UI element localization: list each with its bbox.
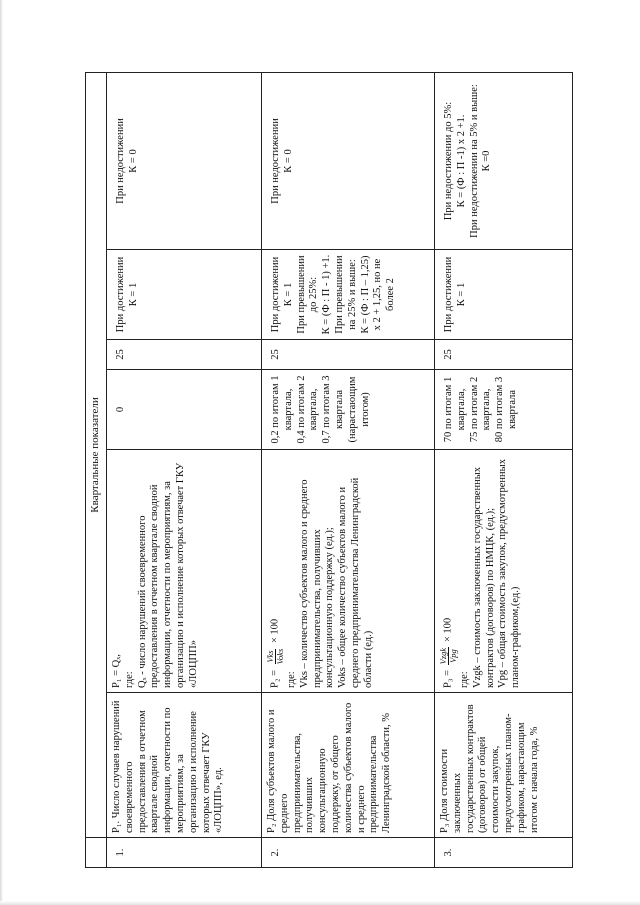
achieve-cell [262,250,435,340]
achieve-line: При превышении на 25% и выше: [333,255,358,334]
formula-fraction [266,648,284,666]
achieve-line: При превышении до 25%: [295,255,320,334]
fail-line: К =0 [481,150,493,172]
formula-cell [435,450,573,693]
indicator-cell: P₁. Число случаев нарушений своевременного предоставления в отчетном квартале сводной информации, отчетности по мероприятиям, за организацию и исполнение которых отвечает ГКУ «ЛОЦПП», ед. [107,693,262,838]
achieve-line: При достижении [443,256,454,333]
formula-line: Vzgk – стоимость заключенных государственных контрактов (договоров) по НМЦК, (ед.); [471,466,496,688]
fail-line: При недостижении до 5%: [443,101,454,221]
formula-line: где: [286,671,297,688]
formula-line: где: [459,671,470,688]
fail-line: При недостижении [270,118,281,204]
fraction-denominator: Vpg [447,649,458,663]
fraction-numerator: Vzgk [438,647,448,665]
table-row [107,72,262,867]
formula-line: Vpg – общая стоимость закупок, предусмотренных планом-графиком,(ед.) [497,459,522,688]
achieve-cell [107,250,262,340]
fail-line: При недостижении на 5% и выше: [468,84,480,238]
achieve-line: К = (Ф : П – 1,25) х 2 + 1,25, но не более 2 [359,255,397,334]
fail-cell [435,72,573,249]
weight-cell: 25 [262,340,435,370]
target-cell [262,370,435,450]
achieve-cell [435,250,573,340]
formula-line: Vks – количество субъектов малого и среднего предпринимательства, получивших консультационную поддержку (ед.); [298,479,336,688]
fraction-numerator: Vks [265,650,275,663]
formula-line: где: [123,671,135,688]
scan-edge-bottom [0,901,640,905]
formula-line: P₁ = Qₓ, [111,654,122,688]
target-line: 75 по итогам 2 квартала, [468,376,493,443]
row-number: 2. [262,838,435,868]
weight-cell: 25 [107,340,262,370]
target-line: 0,2 по итогам 1 квартала, [270,375,294,444]
target-cell [435,370,573,450]
achieve-line: К = (Ф : П - 1) +1. [321,254,333,335]
fail-cell [107,72,262,249]
target-line: 0,7 по итогам 3 квартала [321,375,345,444]
fail-cell [262,72,435,249]
formula-line: Qₓ - число нарушений своевременного предоставления в отчетном квартале сводной информации, отчетности по мероприятиям, за организацию и исполнение которых отвечает ГКУ «ЛОЦПП» [136,462,199,688]
achieve-line: При достижении [270,256,281,333]
table-title: Квартальные показатели [86,72,107,837]
formula-prefix: P₃ = [442,667,454,688]
fraction-denominator: Voks [274,648,285,665]
row-number: 1. [107,838,262,868]
formula-suffix: × 100 [442,617,454,645]
fail-line: К = 0 [127,149,139,173]
header-num-cell [86,838,107,868]
target-cell: 0 [107,370,262,450]
formula-suffix: × 100 [269,618,281,646]
target-line: 0,4 по итогам 2 квартала, [295,375,320,444]
scan-edge [0,0,3,905]
target-line: (нарастающим итогом) [346,376,371,443]
formula-cell [107,450,262,693]
achieve-line: К = 1 [127,282,139,307]
header-row [86,72,107,867]
achieve-line: К = 1 [282,282,294,307]
fail-line: К = 0 [282,149,294,173]
quarterly-indicators-table [85,72,573,868]
formula-line: Voks – общее количество субъектов малого и среднего предпринимательства Ленинградской области (ед.) [337,477,374,688]
formula-cell [262,450,435,693]
indicator-cell: P₃ Доля стоимости заключенных государственных контрактов (договоров) от общей стоимости закупок, предусмотренных планом-графиком, нарастающим итогом с начала года, % [435,693,573,838]
target-line: 80 по итогам 3 квартала [494,376,518,443]
achieve-line: К = 1 [455,282,467,307]
formula-fraction [439,647,457,666]
achieve-line: При достижении [115,256,126,333]
indicator-cell: P₂ Доля субъектов малого и среднего предпринимательства, получивших консультационную поддержку, от общего количества субъектов малого и среднего предпринимательства Ленинградской области, % [262,693,435,838]
table-row [262,72,435,867]
weight-cell: 25 [435,340,573,370]
formula-expression [266,454,284,688]
fail-line: При недостижении [115,118,126,204]
quarterly-indicators-sheet [85,73,568,868]
fail-line: К = (Ф : П -1) х 2 +1. [455,114,467,208]
formula-expression [439,454,457,688]
row-number: 3. [435,838,573,868]
formula-prefix: P₂ = [269,667,281,688]
table-row [435,72,573,867]
target-line: 70 по итогам 1 квартала, [443,376,467,443]
